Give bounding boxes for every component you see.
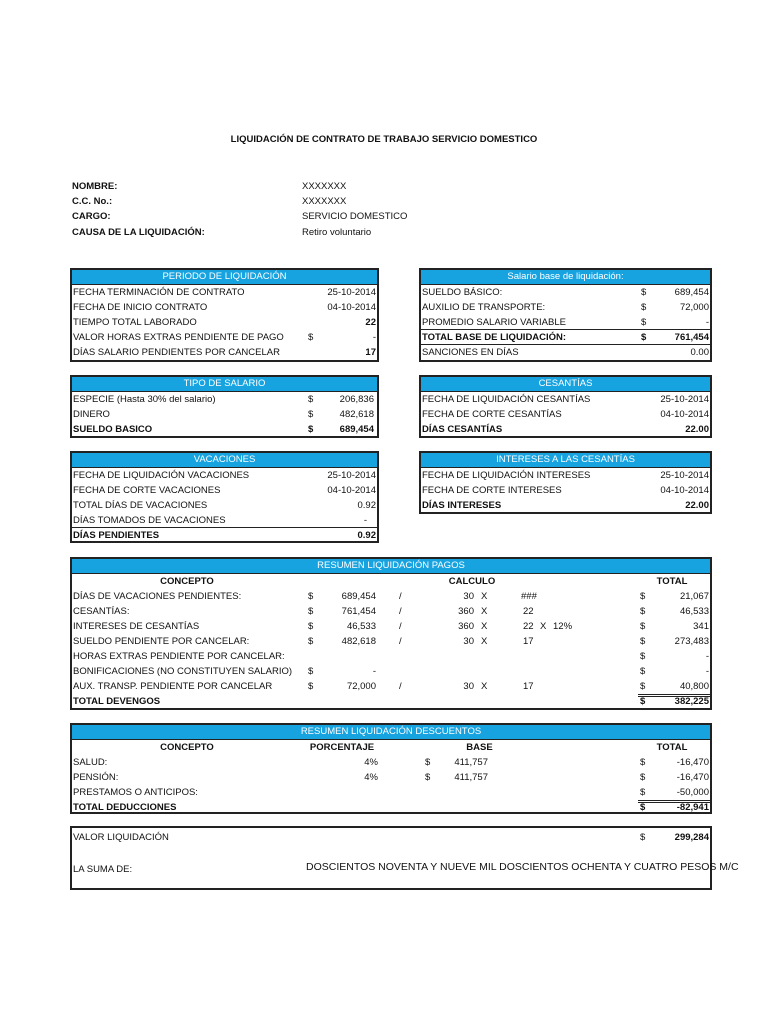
currency-symbol: $ (308, 636, 314, 647)
table-row (72, 785, 710, 800)
total-value: -16,470 (676, 772, 709, 783)
divisor: 360 (458, 606, 474, 617)
currency-symbol: $ (308, 394, 314, 405)
base-value: - (372, 666, 376, 677)
row-label: SUELDO BASICO (73, 424, 153, 435)
multiplier: 22 (523, 621, 534, 632)
row-value: 25-10-2014 (660, 394, 709, 405)
pagos-column-headers (72, 574, 710, 589)
percent: 4% (364, 757, 378, 768)
currency-symbol: $ (640, 636, 646, 647)
currency-symbol: $ (640, 591, 646, 602)
base-value: 411,757 (454, 772, 488, 783)
row-value: - (363, 515, 367, 526)
row-value: 22.00 (685, 424, 709, 435)
base-value: 689,454 (341, 591, 376, 602)
table-row (421, 407, 710, 422)
table-row (72, 513, 377, 528)
multiply-sign: X (540, 621, 547, 632)
row-label: FECHA DE CORTE VACACIONES (73, 485, 221, 496)
row-value: 25-10-2014 (660, 470, 709, 481)
vacaciones-table (70, 451, 379, 543)
row-value: 17 (365, 347, 376, 358)
total-value: - (705, 651, 709, 662)
col-total: TOTAL (656, 742, 688, 753)
currency-symbol: $ (640, 802, 646, 813)
table-row (421, 498, 710, 513)
salario-base-table (419, 268, 712, 362)
row-value: 689,454 (339, 424, 374, 435)
multiplier: 17 (523, 636, 534, 647)
row-label: TIEMPO TOTAL LABORADO (73, 317, 197, 328)
vacaciones-header: VACACIONES (72, 453, 377, 468)
periodo-header: PERIODO DE LIQUIDACIÓN (72, 270, 377, 285)
multiplier: 17 (523, 681, 534, 692)
total-value: -16,470 (676, 757, 709, 768)
row-value: 04-10-2014 (660, 485, 709, 496)
table-row (72, 619, 710, 634)
divide-sign: / (399, 621, 402, 632)
row-value: 22 (365, 317, 376, 328)
row-label: TOTAL DEDUCCIONES (73, 802, 177, 813)
col-concepto: CONCEPTO (160, 742, 214, 753)
row-value: 25-10-2014 (327, 470, 376, 481)
salario-base-header: Salario base de liquidación: (421, 270, 710, 285)
currency-symbol: $ (640, 606, 646, 617)
currency-symbol: $ (640, 666, 646, 677)
table-row (421, 483, 710, 498)
row-label: AUX. TRANSP. PENDIENTE POR CANCELAR (73, 681, 273, 692)
percent: 4% (364, 772, 378, 783)
intereses-cesantias-table (419, 451, 712, 514)
currency-symbol: $ (641, 332, 647, 343)
currency-symbol: $ (640, 696, 646, 707)
row-label: DÍAS CESANTÍAS (422, 424, 503, 435)
table-row (72, 315, 377, 330)
currency-symbol: $ (308, 681, 314, 692)
base-value: 482,618 (341, 636, 376, 647)
currency-symbol: $ (425, 772, 431, 783)
divisor: 30 (463, 591, 474, 602)
valor-liquidacion-value: 299,284 (674, 832, 709, 843)
total-value: 382,225 (674, 696, 709, 707)
descuentos-column-headers (72, 740, 710, 755)
table-row (72, 589, 710, 604)
table-row (72, 330, 377, 345)
col-concepto: CONCEPTO (160, 576, 214, 587)
table-row (72, 634, 710, 649)
currency-symbol: $ (308, 409, 314, 420)
total-value: -50,000 (676, 787, 709, 798)
row-value: 482,618 (339, 409, 374, 420)
cesantias-table (419, 375, 712, 438)
divide-sign: / (399, 606, 402, 617)
row-value: 761,454 (674, 332, 709, 343)
row-label: VALOR HORAS EXTRAS PENDIENTE DE PAGO (73, 332, 284, 343)
table-row (72, 392, 377, 407)
table-row (421, 422, 710, 437)
suma-label: LA SUMA DE: (73, 864, 133, 875)
total-value: 341 (693, 621, 709, 632)
intereses-header: INTERESES A LAS CESANTÍAS (421, 453, 710, 468)
divide-sign: / (399, 591, 402, 602)
row-label: DÍAS INTERESES (422, 500, 502, 511)
total-value: 21,067 (679, 591, 709, 602)
row-label: SALUD: (73, 757, 108, 768)
info-label-causa: CAUSA DE LA LIQUIDACIÓN: (72, 227, 205, 238)
descuentos-header: RESUMEN LIQUIDACIÓN DESCUENTOS (72, 725, 710, 740)
row-value: 04-10-2014 (327, 485, 376, 496)
row-value: 689,454 (674, 287, 709, 298)
col-porcentaje: PORCENTAJE (309, 742, 375, 753)
multiply-sign: X (481, 636, 488, 647)
info-label-nombre: NOMBRE: (72, 181, 118, 192)
info-label-cc: C.C. No.: (72, 196, 113, 207)
valor-liquidacion-box (70, 826, 739, 890)
row-value: - (372, 332, 376, 343)
row-label: DÍAS DE VACACIONES PENDIENTES: (73, 591, 242, 602)
table-row (72, 664, 710, 679)
total-value: -82,941 (676, 802, 709, 813)
row-label: FECHA TERMINACIÓN DE CONTRATO (73, 287, 245, 298)
base-value: 761,454 (341, 606, 376, 617)
tipo-salario-header: TIPO DE SALARIO (72, 377, 377, 392)
multiply-sign: X (481, 606, 488, 617)
base-value: 46,533 (346, 621, 376, 632)
resumen-pagos-table (70, 557, 712, 710)
info-value-nombre: XXXXXXX (302, 181, 347, 192)
currency-symbol: $ (308, 332, 314, 343)
row-value: 22.00 (685, 500, 709, 511)
pagos-total-row (72, 694, 710, 709)
row-label: FECHA DE CORTE INTERESES (422, 485, 562, 496)
row-value: 04-10-2014 (660, 409, 709, 420)
row-label: BONIFICACIONES (NO CONSTITUYEN SALARIO) (73, 666, 293, 677)
row-label: DINERO (73, 409, 110, 420)
table-row (421, 392, 710, 407)
row-label: FECHA DE LIQUIDACIÓN CESANTÍAS (422, 394, 591, 405)
valor-label: VALOR LIQUIDACIÓN (73, 832, 169, 843)
col-base: BASE (466, 742, 493, 753)
row-label: ESPECIE (Hasta 30% del salario) (73, 394, 216, 405)
periodo-liquidacion-table (70, 268, 379, 362)
table-row (421, 330, 710, 345)
currency-symbol: $ (640, 651, 646, 662)
currency-symbol: $ (308, 591, 314, 602)
info-value-cargo: SERVICIO DOMESTICO (302, 211, 408, 222)
total-value: 46,533 (679, 606, 709, 617)
col-total: TOTAL (656, 576, 688, 587)
currency-symbol: $ (640, 772, 646, 783)
row-label: AUXILIO DE TRANSPORTE: (422, 302, 546, 313)
base-value: 411,757 (454, 757, 488, 768)
total-value: - (705, 666, 709, 677)
row-label: FECHA DE CORTE CESANTÍAS (422, 409, 562, 420)
row-label: FECHA DE LIQUIDACIÓN VACACIONES (73, 470, 250, 481)
table-row (72, 604, 710, 619)
currency-symbol: $ (641, 302, 647, 313)
info-label-cargo: CARGO: (72, 211, 111, 222)
valor-row (72, 830, 710, 845)
row-value: 206,836 (339, 394, 374, 405)
table-row (72, 285, 377, 300)
row-label: HORAS EXTRAS PENDIENTE POR CANCELAR: (73, 651, 285, 662)
row-label: TOTAL DEVENGOS (73, 696, 161, 707)
row-label: DÍAS TOMADOS DE VACACIONES (73, 515, 226, 526)
currency-symbol: $ (308, 424, 314, 435)
multiply-sign: X (481, 591, 488, 602)
multiplier: ### (521, 591, 537, 602)
currency-symbol: $ (640, 681, 646, 692)
row-value: 0.00 (690, 347, 709, 358)
currency-symbol: $ (640, 757, 646, 768)
descuentos-total-row (72, 800, 710, 815)
table-row (72, 649, 710, 664)
table-row (72, 300, 377, 315)
multiply-sign: X (481, 621, 488, 632)
table-row (72, 755, 710, 770)
table-row (421, 345, 710, 360)
divide-sign: / (399, 681, 402, 692)
row-label: FECHA DE INICIO CONTRATO (73, 302, 208, 313)
currency-symbol: $ (640, 832, 646, 843)
row-label: PROMEDIO SALARIO VARIABLE (422, 317, 566, 328)
table-row (72, 345, 377, 360)
resumen-descuentos-table (70, 723, 712, 814)
currency-symbol: $ (640, 621, 646, 632)
row-value: 0.92 (357, 500, 376, 511)
row-value: - (705, 317, 709, 328)
document-title: LIQUIDACIÓN DE CONTRATO DE TRABAJO SERVICIO DOMESTICO (230, 134, 538, 145)
info-value-causa: Retiro voluntario (302, 227, 372, 238)
table-row (72, 679, 710, 694)
suma-en-letras: DOSCIENTOS NOVENTA Y NUEVE MIL DOSCIENTOS OCHENTA Y CUATRO PESOS M/C (306, 861, 739, 873)
currency-symbol: $ (308, 621, 314, 632)
table-row (421, 468, 710, 483)
row-label: CESANTÍAS: (73, 606, 130, 617)
total-value: 273,483 (674, 636, 709, 647)
divide-sign: / (399, 636, 402, 647)
currency-symbol: $ (641, 287, 647, 298)
base-value: 72,000 (346, 681, 376, 692)
multiplier: 22 (523, 606, 534, 617)
row-label: DÍAS SALARIO PENDIENTES POR CANCELAR (73, 347, 280, 358)
table-row (72, 468, 377, 483)
percent: 12% (553, 621, 573, 632)
table-row (72, 528, 377, 543)
table-row (72, 422, 377, 437)
row-value: 04-10-2014 (327, 302, 376, 313)
row-label: INTERESES DE CESANTÍAS (73, 621, 200, 632)
table-row (72, 770, 710, 785)
multiply-sign: X (481, 681, 488, 692)
currency-symbol: $ (308, 606, 314, 617)
row-label: SUELDO PENDIENTE POR CANCELAR: (73, 636, 250, 647)
row-value: 72,000 (679, 302, 709, 313)
divisor: 360 (458, 621, 474, 632)
row-label: SANCIONES EN DÍAS (422, 347, 519, 358)
table-row (72, 407, 377, 422)
table-row (421, 285, 710, 300)
tipo-salario-table (70, 375, 379, 438)
currency-symbol: $ (308, 666, 314, 677)
total-value: 40,800 (679, 681, 709, 692)
currency-symbol: $ (640, 787, 646, 798)
pagos-header: RESUMEN LIQUIDACIÓN PAGOS (72, 559, 710, 574)
table-row (72, 498, 377, 513)
row-value: 25-10-2014 (327, 287, 376, 298)
row-value: 0.92 (357, 530, 376, 541)
divisor: 30 (463, 636, 474, 647)
row-label: PENSIÓN: (73, 772, 119, 783)
currency-symbol: $ (641, 317, 647, 328)
table-row (421, 315, 710, 330)
row-label: TOTAL DÍAS DE VACACIONES (73, 500, 208, 511)
table-row (72, 483, 377, 498)
row-label: FECHA DE LIQUIDACIÓN INTERESES (422, 470, 591, 481)
table-row (421, 300, 710, 315)
info-value-cc: XXXXXXX (302, 196, 347, 207)
suma-row (72, 861, 739, 879)
row-label: TOTAL BASE DE LIQUIDACIÓN: (422, 332, 567, 343)
row-label: SUELDO BÁSICO: (422, 287, 503, 298)
divisor: 30 (463, 681, 474, 692)
cesantias-header: CESANTÍAS (421, 377, 710, 392)
row-label: PRESTAMOS O ANTICIPOS: (73, 787, 198, 798)
row-label: DÍAS PENDIENTES (73, 530, 160, 541)
currency-symbol: $ (425, 757, 431, 768)
col-calculo: CALCULO (448, 576, 496, 587)
